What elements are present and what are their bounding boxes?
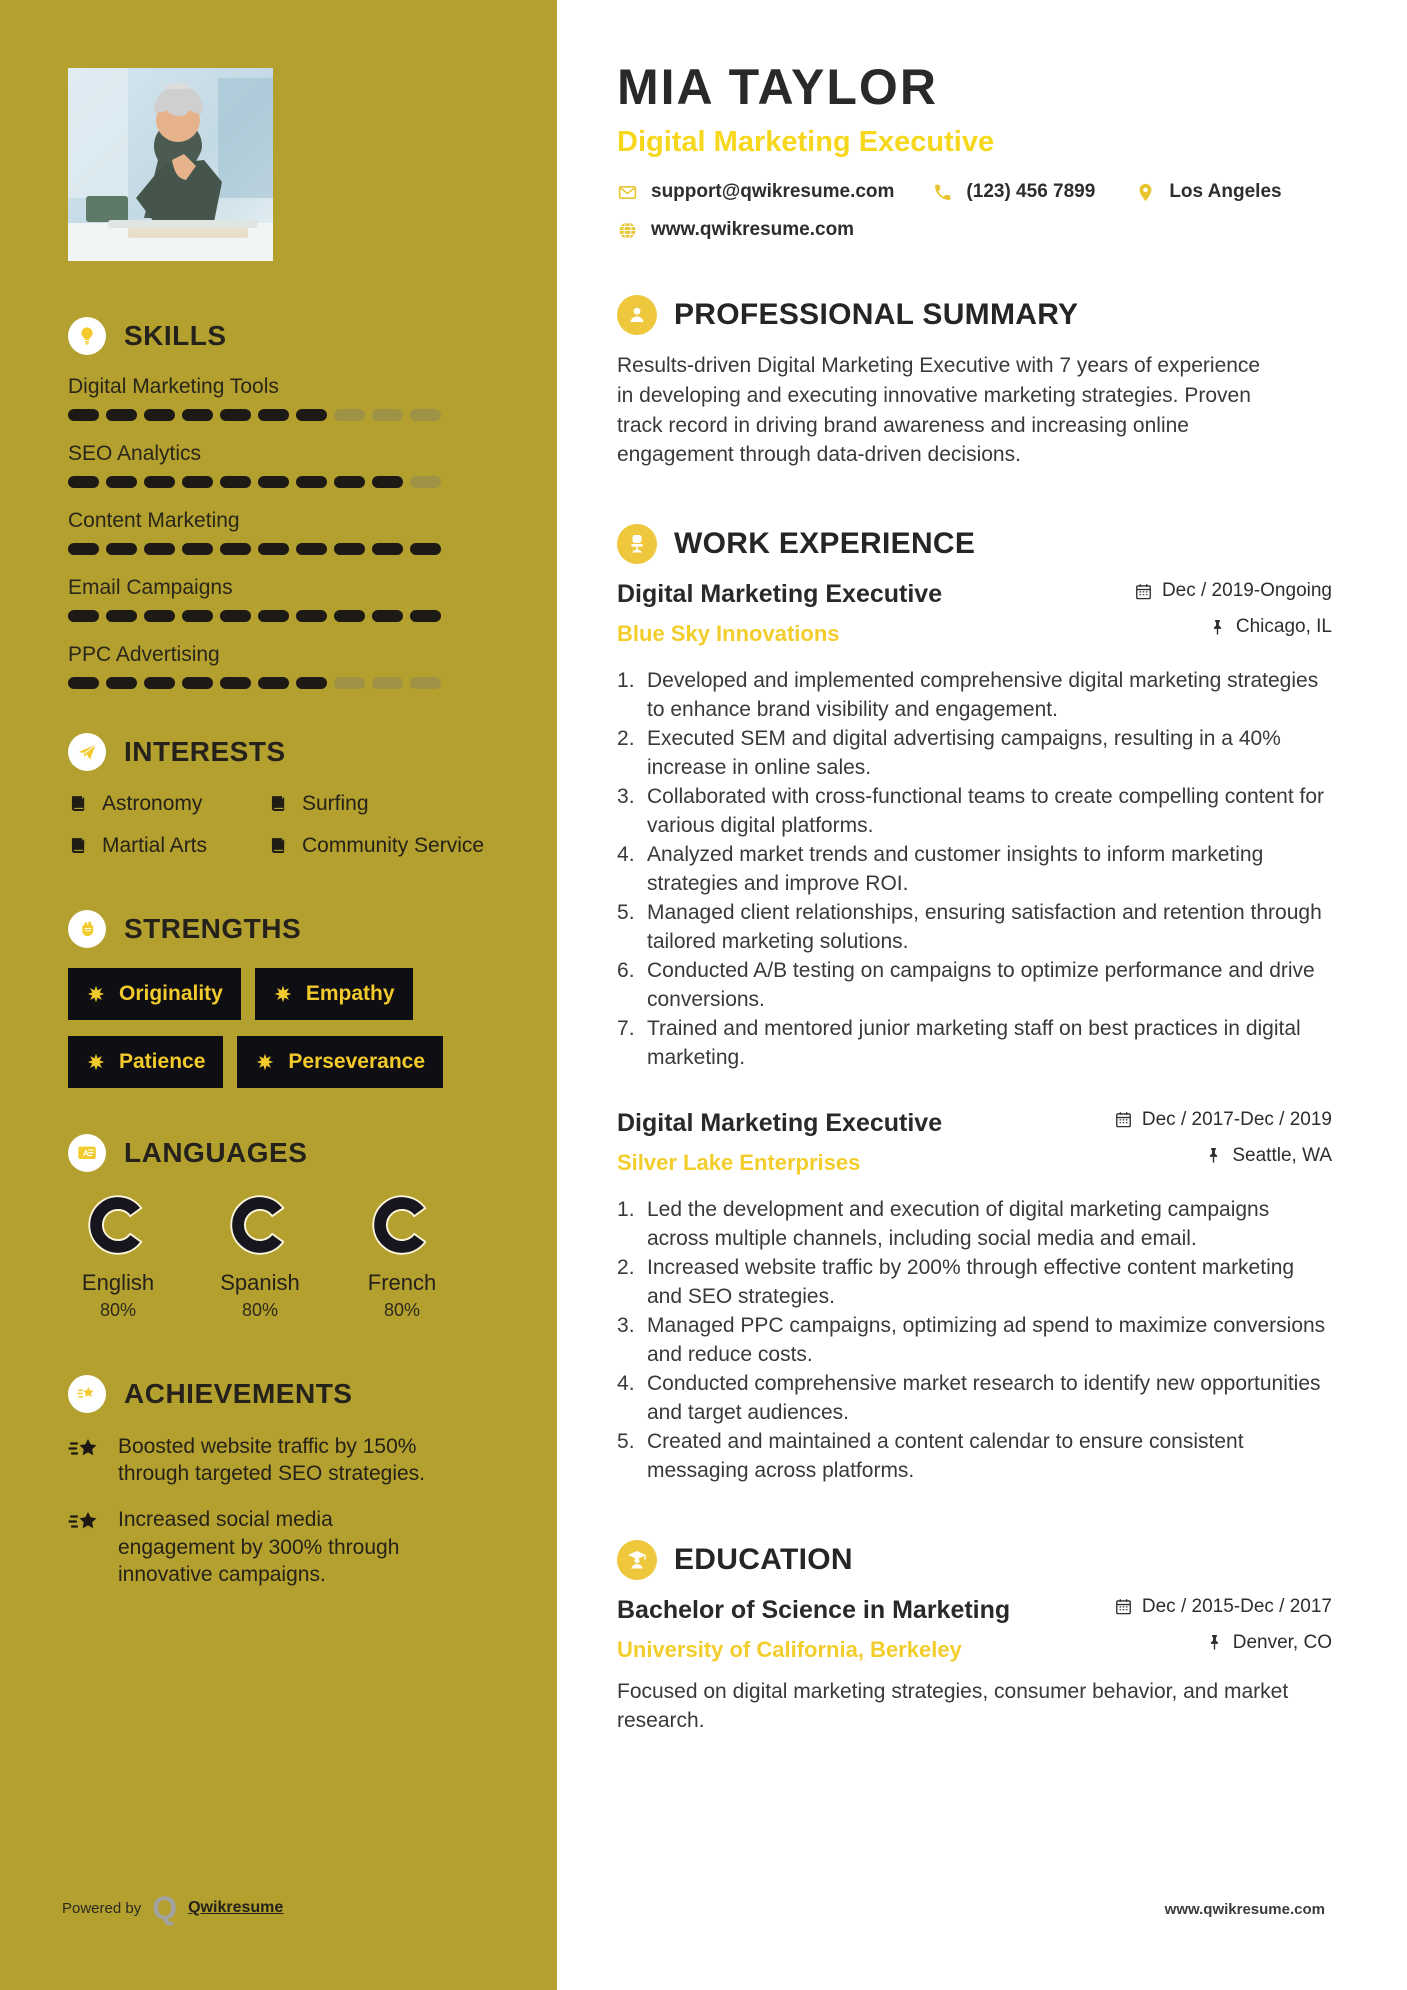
experience-bullet: Led the development and execution of digital marketing campaigns across multiple channels, including social media and email. [647, 1197, 1270, 1250]
education-title: EDUCATION [674, 1542, 853, 1576]
candidate-name: MIA TAYLOR [617, 59, 938, 115]
skill-item [68, 643, 557, 689]
language-donut [85, 1192, 151, 1258]
skill-level-dash [220, 677, 251, 689]
achievements-section [68, 1375, 557, 1590]
skill-level-dash [410, 476, 441, 488]
skill-level-dash [334, 543, 365, 555]
skill-level-dash [220, 476, 251, 488]
skill-level-dash [296, 476, 327, 488]
skill-level-dash [144, 677, 175, 689]
summary-text: Results-driven Digital Marketing Executive with 7 years of experience in developing and executing innovative marketing strategies. Proven track record in driving brand awareness and increasing online engagement through data-driven decisions. [617, 354, 1261, 467]
strength-chip [255, 968, 413, 1020]
skill-level-dash [144, 610, 175, 622]
starburst-icon [255, 1052, 275, 1072]
summary-title: PROFESSIONAL SUMMARY [674, 298, 1079, 331]
skill-level-dash [296, 677, 327, 689]
job-company: Blue Sky Innovations [617, 621, 840, 647]
skills-section [68, 317, 557, 689]
language-name: Spanish [220, 1269, 300, 1295]
interest-item [268, 833, 557, 859]
strength-label: Perseverance [288, 1049, 426, 1073]
globe-icon [617, 220, 638, 241]
shooting-star-icon [68, 1375, 106, 1413]
profile-photo-illustration [68, 68, 273, 261]
website-text: www.qwikresume.com [651, 219, 855, 240]
graduate-icon [617, 1540, 657, 1580]
education-location-text: Denver, CO [1232, 1631, 1332, 1653]
skill-level-dash [106, 409, 137, 421]
phone-icon [932, 182, 953, 203]
skill-item [68, 375, 557, 421]
interest-item [268, 791, 557, 817]
email-text: support@qwikresume.com [651, 181, 895, 202]
skill-level-dash [182, 476, 213, 488]
skill-level-dash [106, 543, 137, 555]
job-location [1114, 1145, 1332, 1167]
language-donut [369, 1192, 435, 1258]
interest-label: Surfing [302, 792, 369, 815]
skill-level-dash [372, 409, 403, 421]
achievement-item [68, 1506, 428, 1589]
person-icon [617, 295, 657, 335]
achievement-text: Increased social media engagement by 300% through innovative campaigns. [118, 1507, 400, 1587]
skill-level-dash [106, 677, 137, 689]
summary-section [617, 295, 1332, 470]
skill-level-bar [68, 409, 557, 421]
skill-level-dash [68, 409, 99, 421]
contact-block [617, 181, 1332, 241]
strength-label: Empathy [305, 981, 395, 1005]
language-percent: 80% [99, 1299, 137, 1320]
skill-level-dash [258, 610, 289, 622]
contact-website[interactable] [617, 219, 854, 241]
skill-level-dash [296, 610, 327, 622]
svg-text:A: A [82, 1148, 89, 1158]
lightbulb-icon [68, 317, 106, 355]
envelope-icon [617, 182, 638, 203]
skill-level-dash [334, 677, 365, 689]
achievement-text: Boosted website traffic by 150% through targeted SEO strategies. [118, 1434, 426, 1486]
calendar-icon [1134, 582, 1153, 601]
experience-entry [617, 1109, 1332, 1486]
job-date-text: Dec / 2019-Ongoing [1161, 580, 1332, 602]
experience-entry [617, 580, 1332, 1073]
achievements-title: ACHIEVEMENTS [124, 1377, 353, 1409]
starburst-icon [273, 984, 293, 1004]
candidate-title: Digital Marketing Executive [617, 126, 995, 158]
education-date [1114, 1596, 1332, 1618]
experience-bullet: Conducted A/B testing on campaigns to optimize performance and drive conversions. [647, 958, 1315, 1011]
language-item [352, 1192, 452, 1321]
skill-level-dash [372, 543, 403, 555]
qwikresume-logo: Q [152, 1890, 178, 1926]
skill-name: Digital Marketing Tools [68, 375, 279, 398]
education-location [1114, 1632, 1332, 1654]
experience-bullet: Increased website traffic by 200% through effective content marketing and SEO strategies. [647, 1255, 1295, 1308]
skill-level-dash [144, 409, 175, 421]
skill-item [68, 442, 557, 488]
skill-level-dash [296, 543, 327, 555]
interest-label: Community Service [302, 834, 485, 858]
experience-bullet: Managed PPC campaigns, optimizing ad spend to maximize conversions and reduce costs. [647, 1313, 1326, 1366]
skill-level-dash [258, 677, 289, 689]
education-note: Focused on digital marketing strategies, consumer behavior, and market research. [617, 1679, 1289, 1733]
powered-by-label: Powered by [62, 1899, 142, 1917]
experience-title: WORK EXPERIENCE [674, 527, 976, 561]
job-location [1134, 616, 1332, 638]
skill-level-dash [372, 476, 403, 488]
qwikresume-link[interactable]: Qwikresume [188, 1899, 284, 1916]
job-bullet-list [617, 667, 1329, 1073]
experience-bullet: Trained and mentored junior marketing staff on best practices in digital marketing. [647, 1016, 1301, 1069]
contact-location [1135, 181, 1281, 203]
job-role: Digital Marketing Executive [617, 580, 943, 609]
sidebar [0, 0, 557, 1990]
translate-icon [68, 1134, 106, 1172]
strengths-title: STRENGTHS [124, 912, 302, 944]
experience-section [617, 524, 1332, 1485]
skill-level-bar [68, 610, 557, 622]
languages-section [68, 1134, 557, 1321]
education-section [617, 1540, 1332, 1737]
skill-level-dash [372, 610, 403, 622]
office-chair-icon [617, 524, 657, 564]
strength-chip [237, 1036, 443, 1088]
skill-level-dash [68, 543, 99, 555]
strength-chip [68, 968, 241, 1020]
skills-title: SKILLS [124, 320, 227, 351]
skill-level-dash [258, 543, 289, 555]
skill-level-dash [220, 409, 251, 421]
strength-label: Originality [119, 981, 223, 1005]
skill-level-dash [410, 409, 441, 421]
school-name: University of California, Berkeley [617, 1636, 962, 1662]
pushpin-icon [1205, 1633, 1224, 1652]
experience-bullet: Created and maintained a content calendar to ensure consistent messaging across platforms. [647, 1429, 1244, 1482]
paper-plane-icon [68, 733, 106, 771]
location-text: Los Angeles [1169, 181, 1282, 202]
skill-level-dash [220, 543, 251, 555]
language-percent: 80% [383, 1299, 421, 1320]
book-icon [68, 793, 89, 814]
skill-level-dash [182, 543, 213, 555]
skill-level-dash [334, 476, 365, 488]
calendar-icon [1114, 1597, 1133, 1616]
job-location-text: Seattle, WA [1232, 1144, 1332, 1166]
language-percent: 80% [241, 1299, 279, 1320]
skill-level-dash [182, 677, 213, 689]
interest-label: Astronomy [102, 792, 203, 815]
starburst-icon [86, 984, 106, 1004]
job-date [1134, 580, 1332, 602]
starburst-icon [86, 1052, 106, 1072]
skill-level-dash [372, 677, 403, 689]
skill-name: SEO Analytics [68, 442, 202, 465]
phone-text: (123) 456 7899 [966, 181, 1096, 202]
job-role: Digital Marketing Executive [617, 1108, 943, 1137]
skill-level-bar [68, 476, 557, 488]
skill-name: Content Marketing [68, 509, 240, 532]
job-location-text: Chicago, IL [1235, 616, 1332, 638]
powered-by-footer [62, 1892, 283, 1924]
job-date [1114, 1109, 1332, 1131]
strength-label: Patience [119, 1049, 206, 1073]
skill-level-bar [68, 677, 557, 689]
skill-level-dash [144, 543, 175, 555]
language-item [210, 1192, 310, 1321]
skill-level-dash [334, 409, 365, 421]
education-date-text: Dec / 2015-Dec / 2017 [1141, 1595, 1332, 1617]
achievement-item [68, 1433, 428, 1488]
book-icon [68, 835, 89, 856]
skill-name: Email Campaigns [68, 576, 233, 599]
contact-email[interactable] [617, 181, 894, 203]
experience-bullet: Developed and implemented comprehensive digital marketing strategies to enhance brand visibility and engagement. [647, 669, 1319, 722]
skill-level-dash [410, 610, 441, 622]
shooting-star-icon [68, 1435, 102, 1465]
book-icon [268, 793, 289, 814]
job-bullet-list [617, 1196, 1329, 1486]
skill-level-dash [106, 476, 137, 488]
skill-level-dash [410, 543, 441, 555]
skill-level-dash [182, 409, 213, 421]
strength-chip [68, 1036, 223, 1088]
language-item [68, 1192, 168, 1321]
book-icon [268, 835, 289, 856]
skill-level-dash [106, 610, 137, 622]
education-entry [617, 1596, 1332, 1737]
map-pin-icon [1135, 182, 1156, 203]
main-content [557, 0, 1407, 1990]
language-donut [227, 1192, 293, 1258]
skill-level-dash [182, 610, 213, 622]
profile-photo [68, 68, 273, 261]
job-company: Silver Lake Enterprises [617, 1149, 861, 1175]
skill-level-dash [258, 476, 289, 488]
interests-title: INTERESTS [124, 736, 286, 767]
skill-level-dash [68, 476, 99, 488]
skill-level-dash [410, 677, 441, 689]
footer-site-url: www.qwikresume.com [1164, 1901, 1325, 1918]
skill-level-dash [296, 409, 327, 421]
language-name: English [81, 1269, 155, 1295]
interest-label: Martial Arts [102, 834, 208, 858]
skill-level-bar [68, 543, 557, 555]
strengths-section [68, 910, 557, 1088]
fist-icon [68, 910, 106, 948]
skill-name: PPC Advertising [68, 643, 220, 666]
pushpin-icon [1208, 618, 1227, 637]
pushpin-icon [1204, 1146, 1223, 1165]
job-date-text: Dec / 2017-Dec / 2019 [1141, 1108, 1332, 1130]
skill-item [68, 509, 557, 555]
skill-level-dash [220, 610, 251, 622]
degree-name: Bachelor of Science in Marketing [617, 1595, 1011, 1624]
skill-level-dash [144, 476, 175, 488]
skill-level-dash [68, 677, 99, 689]
experience-bullet: Managed client relationships, ensuring satisfaction and retention through tailored marketing solutions. [647, 901, 1322, 953]
language-name: French [367, 1269, 437, 1295]
experience-bullet: Analyzed market trends and customer insights to inform marketing strategies and improve ROI. [647, 843, 1264, 896]
languages-title: LANGUAGES [124, 1136, 308, 1168]
interest-item [68, 833, 268, 859]
experience-bullet: Executed SEM and digital advertising campaigns, resulting in a 40% increase in online sales. [647, 727, 1281, 780]
calendar-icon [1114, 1110, 1133, 1129]
skill-item [68, 576, 557, 622]
interest-item [68, 791, 268, 817]
skill-level-dash [334, 610, 365, 622]
experience-bullet: Collaborated with cross-functional teams to create compelling content for various digital platforms. [647, 785, 1325, 838]
contact-phone [932, 181, 1095, 203]
experience-bullet: Conducted comprehensive market research to identify new opportunities and target audiences. [647, 1371, 1321, 1424]
skill-level-dash [258, 409, 289, 421]
skill-level-dash [68, 610, 99, 622]
interests-section [68, 733, 557, 860]
shooting-star-icon [68, 1508, 102, 1538]
